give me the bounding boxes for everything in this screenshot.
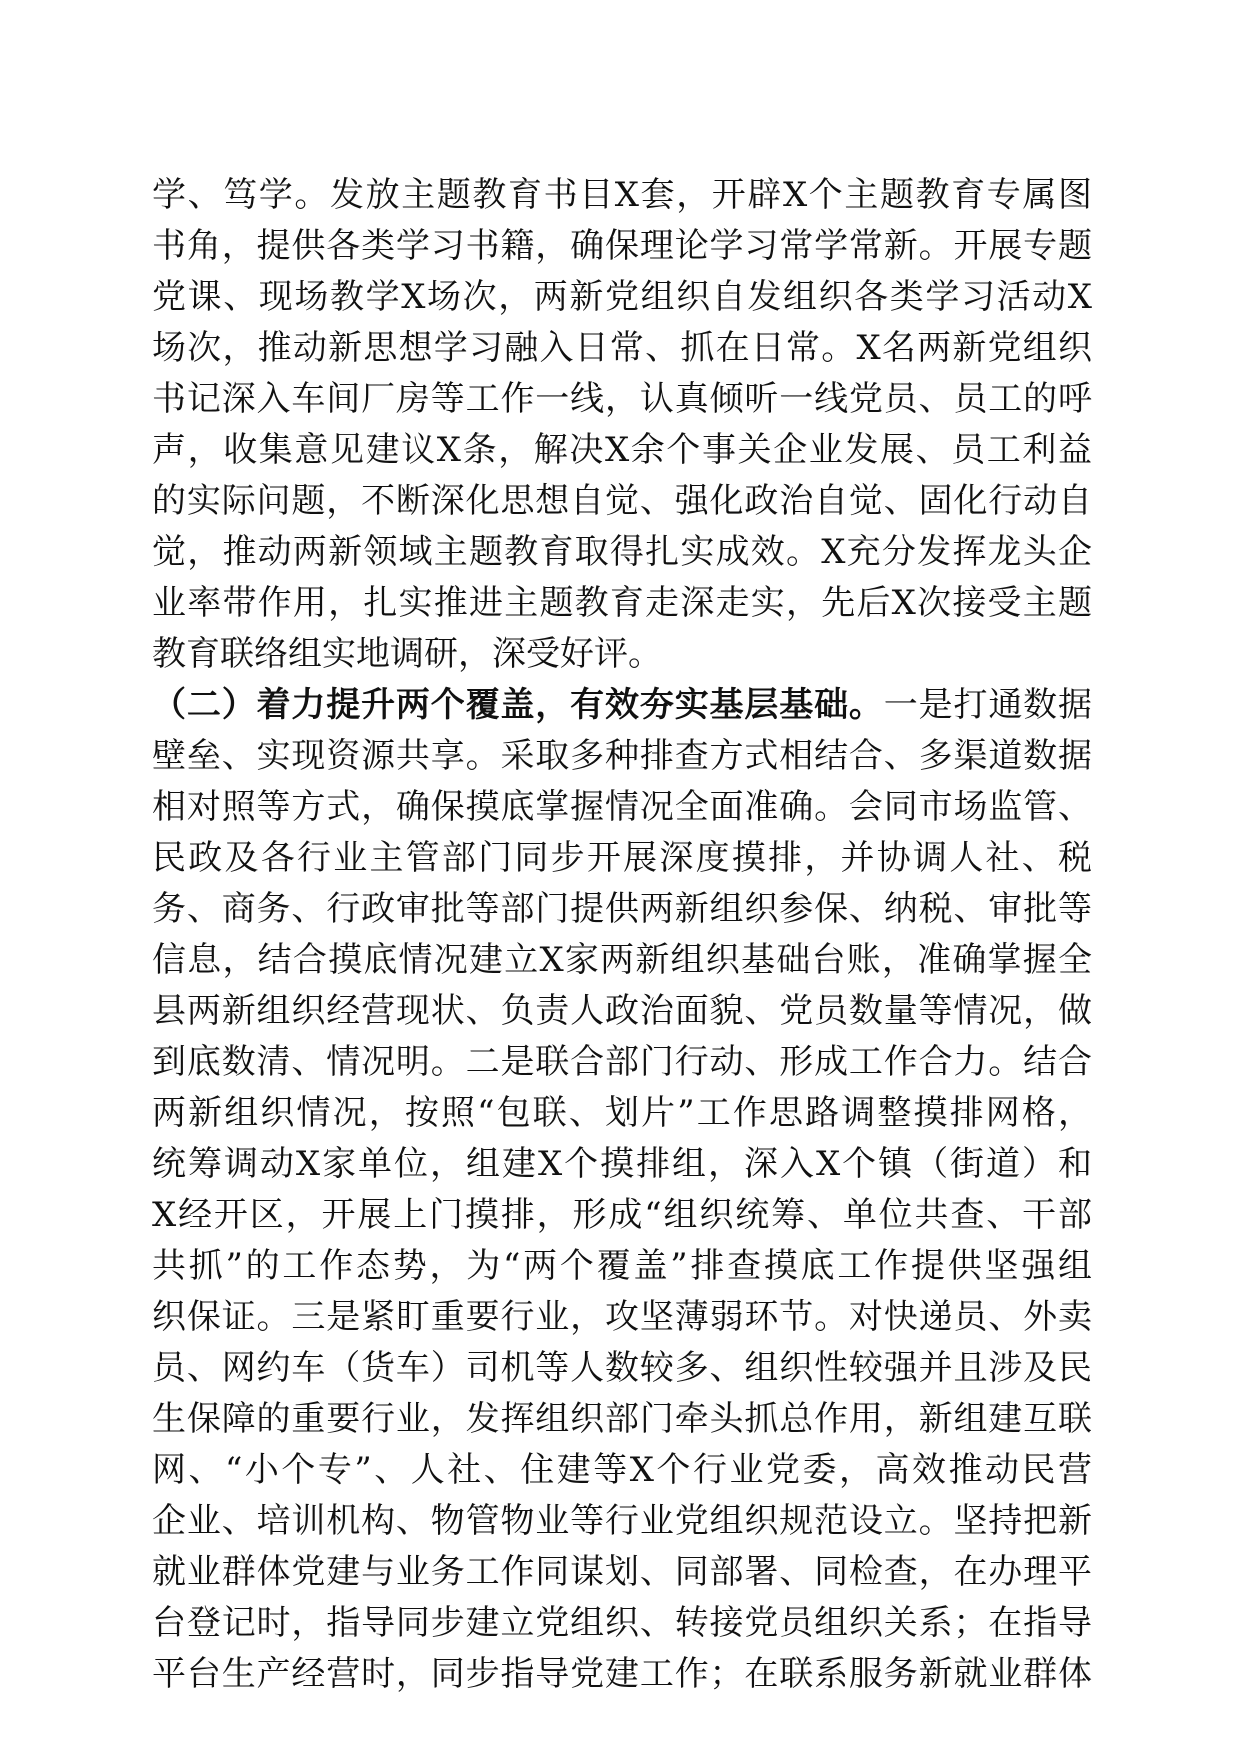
text-run: 一是打通数据 (883, 685, 1093, 725)
body-text (152, 170, 1092, 1700)
text-line: 平台生产经营时，同步指导党建工作；在联系服务新就业群体 (152, 1654, 1092, 1694)
text-line: 网、“小个专”、人社、住建等X个行业党委，高效推动民营 (152, 1450, 1092, 1490)
text-line: 民政及各行业主管部门同步开展深度摸排，并协调人社、税 (152, 838, 1092, 878)
text-line: 场次，推动新思想学习融入日常、抓在日常。X名两新党组织 (152, 328, 1092, 368)
text-line: 企业、培训机构、物管物业等行业党组织规范设立。坚持把新 (152, 1501, 1092, 1541)
text-line: 的实际问题，不断深化思想自觉、强化政治自觉、固化行动自 (152, 481, 1092, 521)
text-line: 生保障的重要行业，发挥组织部门牵头抓总作用，新组建互联 (152, 1399, 1092, 1439)
text-line: 员、网约车（货车）司机等人数较多、组织性较强并且涉及民 (152, 1348, 1092, 1388)
text-line: 到底数清、情况明。二是联合部门行动、形成工作合力。结合 (152, 1042, 1092, 1082)
text-line: 觉，推动两新领域主题教育取得扎实成效。X充分发挥龙头企 (152, 532, 1092, 572)
text-line: 相对照等方式，确保摸底掌握情况全面准确。会同市场监管、 (152, 787, 1092, 827)
text-line: 学、笃学。发放主题教育书目X套，开辟X个主题教育专属图 (152, 175, 1092, 215)
text-line: 共抓”的工作态势，为“两个覆盖”排查摸底工作提供坚强组 (152, 1246, 1092, 1286)
text-line: 书记深入车间厂房等工作一线，认真倾听一线党员、员工的呼 (152, 379, 1092, 419)
text-line: 织保证。三是紧盯重要行业，攻坚薄弱环节。对快递员、外卖 (152, 1297, 1092, 1337)
text-line: 党课、现场教学X场次，两新党组织自发组织各类学习活动X (152, 277, 1092, 317)
section-heading: （二）着力提升两个覆盖，有效夯实基层基础。 (152, 685, 884, 725)
text-line: 统筹调动X家单位，组建X个摸排组，深入X个镇（街道）和 (152, 1144, 1092, 1184)
text-line: 就业群体党建与业务工作同谋划、同部署、同检查，在办理平 (152, 1552, 1092, 1592)
text-line: 声，收集意见建议X条，解决X余个事关企业发展、员工利益 (152, 430, 1092, 470)
section-heading-line (152, 680, 1092, 731)
text-line: 教育联络组实地调研，深受好评。 (152, 634, 662, 674)
text-line: 台登记时，指导同步建立党组织、转接党员组织关系；在指导 (152, 1603, 1092, 1643)
text-line: 两新组织情况，按照“包联、划片”工作思路调整摸排网格， (152, 1093, 1092, 1133)
text-line: X经开区，开展上门摸排，形成“组织统筹、单位共查、干部 (152, 1195, 1092, 1235)
text-line: 务、商务、行政审批等部门提供两新组织参保、纳税、审批等 (152, 889, 1092, 929)
text-line: 壁垒、实现资源共享。采取多种排查方式相结合、多渠道数据 (152, 736, 1092, 776)
text-line: 信息，结合摸底情况建立X家两新组织基础台账，准确掌握全 (152, 940, 1092, 980)
text-line: 县两新组织经营现状、负责人政治面貌、党员数量等情况，做 (152, 991, 1092, 1031)
text-line: 书角，提供各类学习书籍，确保理论学习常学常新。开展专题 (152, 226, 1092, 266)
text-line: 业率带作用，扎实推进主题教育走深走实，先后X次接受主题 (152, 583, 1092, 623)
